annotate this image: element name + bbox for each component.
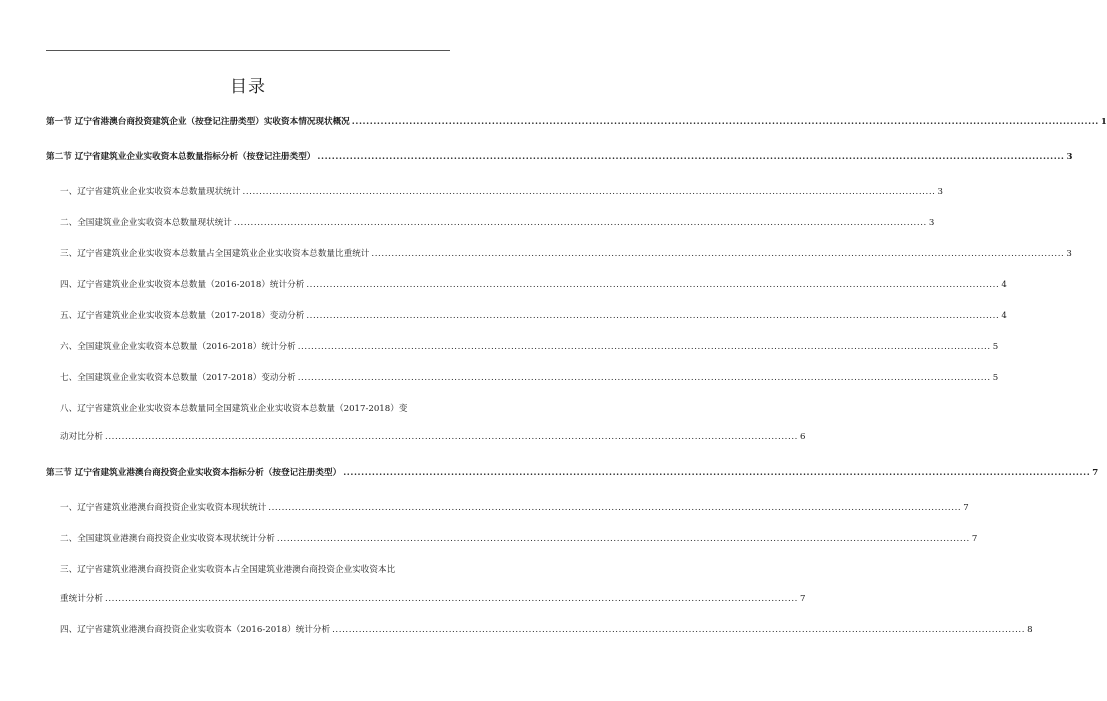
toc-entry[interactable] [46,373,999,384]
toc-entry-text: 二、全国建筑业企业实收资本总数量现状统计 [60,218,232,228]
toc-page-number: 5 [992,342,999,352]
toc-page-number: 3 [1066,152,1073,162]
leader-dots [105,432,798,443]
toc-entry-text: 四、辽宁省建筑业企业实收资本总数量（2016-2018）统计分析 [60,280,305,290]
toc-entry-text: 一、辽宁省建筑业港澳台商投资企业实收资本现状统计 [60,503,267,513]
leader-dots [332,625,1025,636]
leader-dots [268,503,961,514]
toc-page-number: 3 [928,218,935,228]
toc-entry-continuation[interactable] [46,594,806,605]
toc-entry-text: 六、全国建筑业企业实收资本总数量（2016-2018）统计分析 [60,342,296,352]
toc-entry-text: 七、全国建筑业企业实收资本总数量（2017-2018）变动分析 [60,373,296,383]
toc-entry[interactable] [46,565,450,576]
leader-dots [306,311,999,322]
leader-dots [242,187,935,198]
toc-entry[interactable] [46,311,1007,322]
leader-dots [343,468,1090,479]
toc-entry-text: 八、辽宁省建筑业企业实收资本总数量同全国建筑业企业实收资本总数量（2017-2018）变 [60,404,408,414]
toc-entry-text: 第三节 辽宁省建筑业港澳台商投资企业实收资本指标分析（按登记注册类型） [46,468,342,478]
leader-dots [371,249,1064,260]
toc-entry-text: 一、辽宁省建筑业企业实收资本总数量现状统计 [60,187,241,197]
toc-entry[interactable] [46,218,935,229]
leader-dots [306,280,999,291]
toc-page-number: 6 [799,432,806,442]
toc-entry-text: 五、辽宁省建筑业企业实收资本总数量（2017-2018）变动分析 [60,311,305,321]
toc-entry[interactable] [46,404,450,415]
toc-entry-text: 动对比分析 [60,432,103,442]
toc-page-number: 7 [971,534,978,544]
toc-page-number: 3 [937,187,943,197]
leader-dots [317,152,1064,163]
toc-entry-continuation[interactable] [46,432,806,443]
leader-dots [298,342,991,353]
toc-entry[interactable] [46,625,1033,636]
toc-page-number: 4 [1001,311,1007,321]
page-title: 目录 [230,77,266,97]
toc-page-number: 7 [963,503,969,513]
toc-entry-section-2[interactable] [46,152,1073,163]
toc-entry[interactable] [46,249,1072,260]
toc-entry[interactable] [46,503,969,514]
toc-entry-text: 第二节 辽宁省建筑业企业实收资本总数量指标分析（按登记注册类型） [46,152,316,162]
toc-page-number: 3 [1066,249,1072,259]
header-rule [46,50,450,51]
toc-entry-text: 四、辽宁省建筑业港澳台商投资企业实收资本（2016-2018）统计分析 [60,625,331,635]
toc-entry-text: 二、全国建筑业港澳台商投资企业实收资本现状统计分析 [60,534,275,544]
toc-page-number: 8 [1027,625,1033,635]
toc-page-number: 7 [799,594,806,604]
toc-entry-text: 重统计分析 [60,594,103,604]
leader-dots [105,594,798,605]
leader-dots [352,117,1099,128]
toc-entry[interactable] [46,280,1007,291]
toc-page-number: 4 [1001,280,1007,290]
toc-entry[interactable] [46,342,999,353]
toc-page-number: 5 [992,373,999,383]
leader-dots [298,373,991,384]
toc-entry-section-1[interactable] [46,117,1107,128]
leader-dots [277,534,970,545]
toc-entry-section-3[interactable] [46,468,1099,479]
leader-dots [234,218,927,229]
toc-page-number: 1 [1100,117,1107,127]
toc-entry-text: 第一节 辽宁省港澳台商投资建筑企业（按登记注册类型）实收资本情况现状概况 [46,117,350,127]
toc-page-number: 7 [1092,468,1099,478]
toc-entry-text: 三、辽宁省建筑业港澳台商投资企业实收资本占全国建筑业港澳台商投资企业实收资本比 [60,565,396,575]
toc-entry[interactable] [46,187,943,198]
toc-entry[interactable] [46,534,978,545]
toc-entry-text: 三、辽宁省建筑业企业实收资本总数量占全国建筑业企业实收资本总数量比重统计 [60,249,370,259]
